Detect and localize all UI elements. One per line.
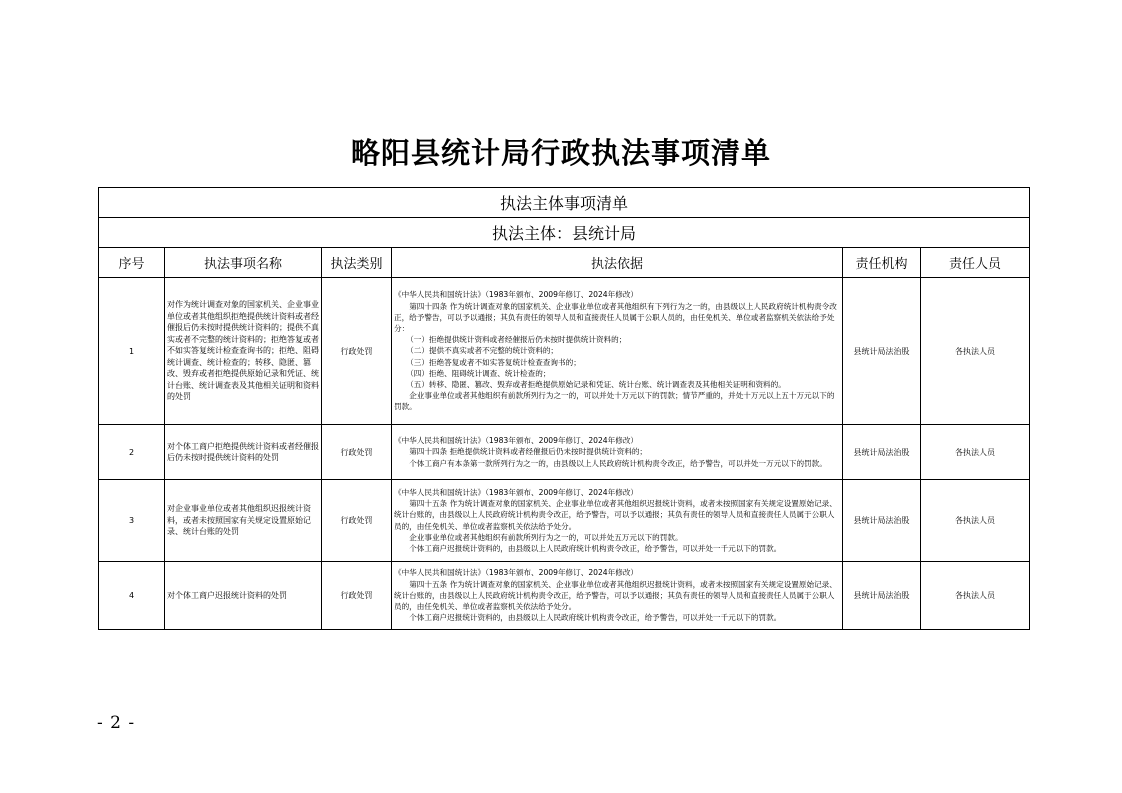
- row-category: 行政处罚: [322, 480, 392, 562]
- basis-line: 《中华人民共和国统计法》（1983年颁布、2009年修订、2024年修改）: [394, 487, 639, 497]
- row-agency: 县统计局法治股: [843, 480, 921, 562]
- row-item-name: 对个体工商户拒绝提供统计资料或者经催报后仍未按时提供统计资料的处罚: [165, 425, 322, 480]
- basis-line: 《中华人民共和国统计法》（1983年颁布、2009年修订、2024年修改）: [394, 290, 639, 300]
- row-category: 行政处罚: [322, 425, 392, 480]
- row-category: 行政处罚: [322, 562, 392, 630]
- header-legal-basis: 执法依据: [392, 248, 843, 278]
- basis-line: 《中华人民共和国统计法》（1983年颁布、2009年修订、2024年修改）: [394, 436, 639, 446]
- header-category: 执法类别: [322, 248, 392, 278]
- row-category: 行政处罚: [322, 278, 392, 425]
- basis-line: 《中华人民共和国统计法》（1983年颁布、2009年修订、2024年修改）: [394, 568, 639, 578]
- header-serial-no: 序号: [99, 248, 165, 278]
- basis-line: 个体工商户有本条第一款所列行为之一的，由县级以上人民政府统计机构责令改正，给予警告，可以并处一万元以下的罚款。: [409, 458, 827, 468]
- page-number: - 2 -: [97, 713, 136, 733]
- row-legal-basis: [392, 278, 843, 425]
- table-row: [99, 425, 1030, 480]
- header-person: 责任人员: [921, 248, 1030, 278]
- enforcement-subject-band: 执法主体：县统计局: [99, 218, 1030, 248]
- row-legal-basis: [392, 480, 843, 562]
- basis-line: （三）拒绝答复或者不如实答复统计检查查询书的；: [406, 357, 581, 367]
- row-serial-no: 4: [99, 562, 165, 630]
- row-person: 各执法人员: [921, 278, 1030, 425]
- header-agency: 责任机构: [843, 248, 921, 278]
- table-row: [99, 278, 1030, 425]
- basis-line: 第四十四条 拒绝提供统计资料或者经催报后仍未按时提供统计资料的；: [409, 447, 648, 457]
- enforcement-items-table: [98, 187, 1030, 630]
- basis-line: 第四十五条 作为统计调查对象的国家机关、企业事业单位或者其他组织迟报统计资料，或者未按照国家有关规定设置原始记录、统计台账的，由县级以上人民政府统计机构责令改正，给予警告，可以予以通报；其负有责任的领导人员和直接责任人员属于公职人员的，由任免机关、单位或者监察机关依法给予处分。: [394, 579, 837, 612]
- basis-line: 个体工商户迟报统计资料的，由县级以上人民政府统计机构责令改正，给予警告，可以并处一千元以下的罚款。: [409, 543, 782, 553]
- row-legal-basis: [392, 425, 843, 480]
- row-serial-no: 2: [99, 425, 165, 480]
- row-serial-no: 1: [99, 278, 165, 425]
- basis-line: 个体工商户迟报统计资料的，由县级以上人民政府统计机构责令改正，给予警告，可以并处一千元以下的罚款。: [409, 613, 782, 623]
- row-agency: 县统计局法治股: [843, 425, 921, 480]
- table-title-band: 执法主体事项清单: [99, 188, 1030, 218]
- basis-line: （二）提供不真实或者不完整的统计资料的；: [406, 346, 559, 356]
- row-person: 各执法人员: [921, 562, 1030, 630]
- header-item-name: 执法事项名称: [165, 248, 322, 278]
- basis-line: 企业事业单位或者其他组织有前款所列行为之一的，可以并处十万元以下的罚款；情节严重的，并处十万元以上五十万元以下的罚款。: [394, 391, 835, 412]
- row-person: 各执法人员: [921, 480, 1030, 562]
- row-person: 各执法人员: [921, 425, 1030, 480]
- basis-line: （四）拒绝、阻碍统计调查、统计检查的；: [406, 368, 551, 378]
- row-legal-basis: [392, 562, 843, 630]
- row-item-name: 对个体工商户迟报统计资料的处罚: [165, 562, 322, 630]
- basis-line: 第四十五条 作为统计调查对象的国家机关、企业事业单位或者其他组织迟报统计资料，或者未按照国家有关规定设置原始记录、统计台账的，由县级以上人民政府统计机构责令改正，给予警告，可以予以通报；其负有责任的领导人员和直接责任人员属于公职人员的，由任免机关、单位或者监察机关依法给予处分。: [394, 499, 837, 531]
- table-header-row: [99, 248, 1030, 278]
- basis-line: 企业事业单位或者其他组织有前款所列行为之一的，可以并处五万元以下的罚款。: [409, 532, 683, 542]
- row-serial-no: 3: [99, 480, 165, 562]
- basis-line: 第四十四条 作为统计调查对象的国家机关、企业事业单位或者其他组织有下列行为之一的，由县级以上人民政府统计机构责令改正，给予警告，可以予以通报；其负有责任的领导人员和直接责任人员属于公职人员的，由任免机关、单位或者监察机关依法给予处分：: [394, 301, 837, 333]
- row-item-name: 对作为统计调查对象的国家机关、企业事业单位或者其他组织拒绝提供统计资料或者经催报后仍未按时提供统计资料的；提供不真实或者不完整的统计资料的；拒绝答复或者不如实答复统计检查查询书的；拒绝、阻碍统计调查、统计检查的；转移、隐匿、篡改、毁弃或者拒绝提供原始记录和凭证、统计台账、统计调查表及其他相关证明和资料的处罚: [165, 278, 322, 425]
- table-row: [99, 562, 1030, 630]
- row-item-name: 对企业事业单位或者其他组织迟报统计资料，或者未按照国家有关规定设置原始记录、统计台账的处罚: [165, 480, 322, 562]
- basis-line: （五）转移、隐匿、篡改、毁弃或者拒绝提供原始记录和凭证、统计台账、统计调查表及其他相关证明和资料的。: [406, 380, 786, 389]
- page-title: 略阳县统计局行政执法事项清单: [350, 136, 771, 170]
- basis-line: （一）拒绝提供统计资料或者经催报后仍未按时提供统计资料的；: [406, 335, 627, 345]
- table-row: [99, 480, 1030, 562]
- row-agency: 县统计局法治股: [843, 278, 921, 425]
- row-agency: 县统计局法治股: [843, 562, 921, 630]
